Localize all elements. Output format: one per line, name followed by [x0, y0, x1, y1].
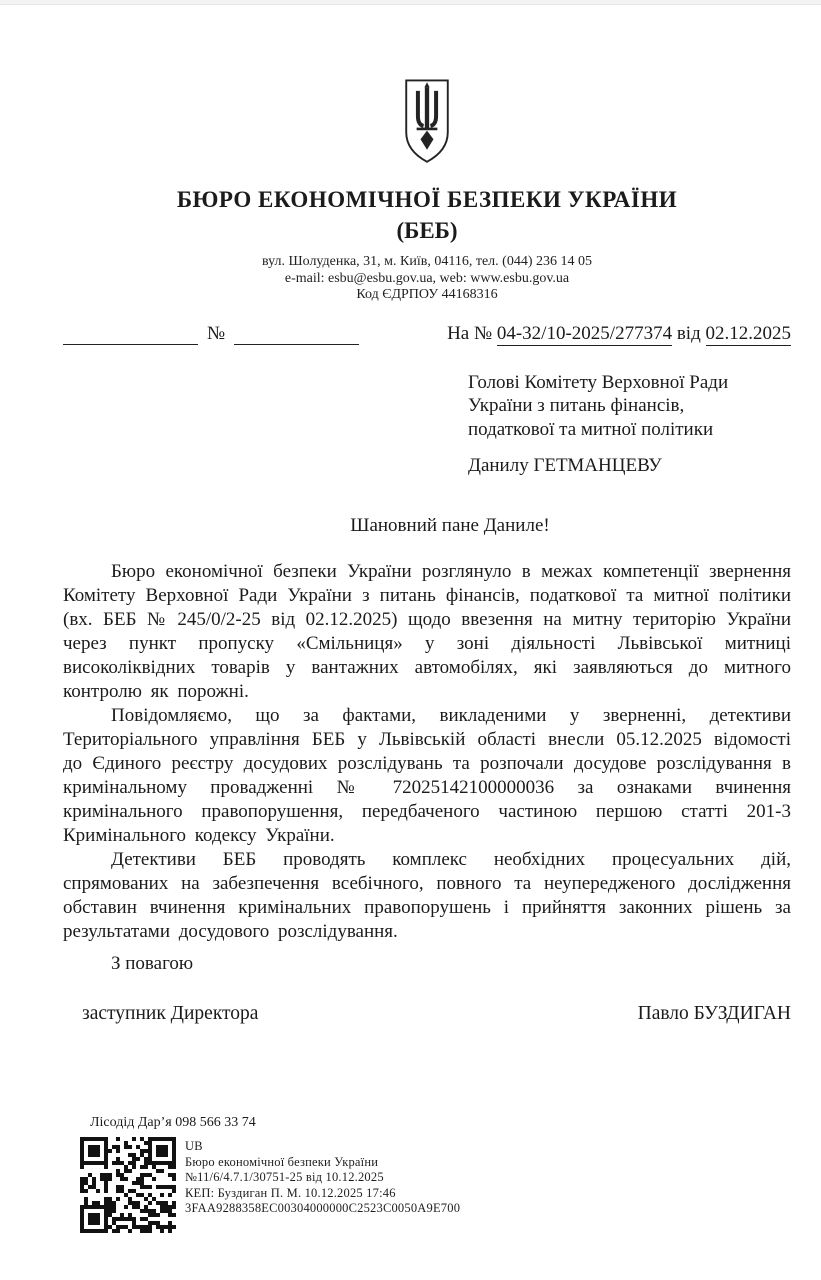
org-email-web-line: e-mail: esbu@esbu.gov.ua, web: www.esbu.gov.ua: [284, 270, 570, 286]
reference-row: [63, 323, 791, 345]
body-paragraph: Повідомляємо, що за фактами, викладеними у зверненні, детективи Територіального управління БЕБ у Львівській області внесли 05.12.2025 відомості до Єдиного реєстру досудових розслідувань та розпочали досудове розслідування в кримінальному провадженні № 72025142100000036 за ознаками вчинення кримінального правопорушення, передбаченого частиною першою статті 201-3 Кримінального кодексу України.: [63, 705, 791, 846]
addressee-line: Голові Комітету Верховної Ради: [468, 371, 729, 393]
signer-name: Павло БУЗДИГАН: [637, 1003, 791, 1024]
letterhead: [63, 5, 791, 304]
letter-content: [63, 5, 791, 1233]
date-blank-line: [63, 325, 198, 345]
stamp-line: 3FAA9288358EC00304000000C2523C0050A9E700: [185, 1201, 461, 1215]
reply-number: 04-32/10-2025/277374: [496, 322, 673, 344]
number-sign: №: [207, 322, 226, 344]
org-edrpou-line: Код ЄДРПОУ 44168316: [356, 287, 498, 302]
stamp-line: Бюро економічної безпеки України: [185, 1154, 379, 1169]
incoming-reference: [447, 323, 791, 345]
stamp-line: UB: [185, 1139, 203, 1153]
signature-row: [63, 1002, 791, 1026]
stamp-text-block: [185, 1137, 460, 1217]
ukraine-trident-emblem-icon: [400, 77, 454, 172]
salutation: Шановний пане Даниле!: [350, 515, 550, 536]
body-paragraph: Детективи БЕБ проводять комплекс необхідних процесуальних дій, спрямованих на забезпечення всебічного, повного та неупередженого дослідження обставин вчинення кримінальних правопорушень і прийняття законних рішень за результатами досудового розслідування.: [63, 849, 791, 942]
addressee-block: [468, 371, 791, 479]
org-contacts: [63, 254, 791, 304]
closing-phrase: З повагою: [111, 953, 194, 974]
outgoing-number-blanks: [63, 323, 359, 345]
stamp-line: №11/6/4.7.1/30751-25 від 10.12.2025: [185, 1170, 384, 1184]
stamp-line: КЕП: Буздиган П. М. 10.12.2025 17:46: [185, 1185, 396, 1200]
addressee-name: Данилу ГЕТМАНЦЕВУ: [468, 455, 662, 476]
digital-signature-stamp: [80, 1137, 791, 1233]
org-name: БЮРО ЕКОНОМІЧНОЇ БЕЗПЕКИ УКРАЇНИ: [176, 187, 678, 212]
reply-date: 02.12.2025: [705, 322, 791, 344]
addressee-line: податкової та митної політики: [468, 418, 714, 440]
body-paragraph: Бюро економічної безпеки України розглянуло в межах компетенції звернення Комітету Верховної Ради України з питань фінансів, податкової та митної політики (вх. БЕБ № 245/0/2-25 від 02.12.2025) щодо ввезення на митну територію України через пункт пропуску «Смільниця» у зоні діяльності Львівської митниці високоліквідних товарів у вантажних автомобілях, які заявляються до митного контролю як порожні.: [63, 561, 791, 702]
addressee-line: України з питань фінансів,: [468, 395, 685, 416]
org-address-line: вул. Шолуденка, 31, м. Київ, 04116, тел. (044) 236 14 05: [262, 254, 592, 269]
reply-date-prefix: від: [676, 322, 701, 344]
reply-prefix: На №: [447, 322, 493, 344]
org-abbreviation: (БЕБ): [396, 218, 458, 243]
qr-code-icon: [80, 1137, 176, 1233]
letter-body: [63, 560, 791, 944]
number-blank-line: [234, 325, 359, 345]
signer-position: заступник Директора: [82, 1003, 259, 1024]
executor-contact: Лісодід Дар’я 098 566 33 74: [90, 1115, 256, 1130]
